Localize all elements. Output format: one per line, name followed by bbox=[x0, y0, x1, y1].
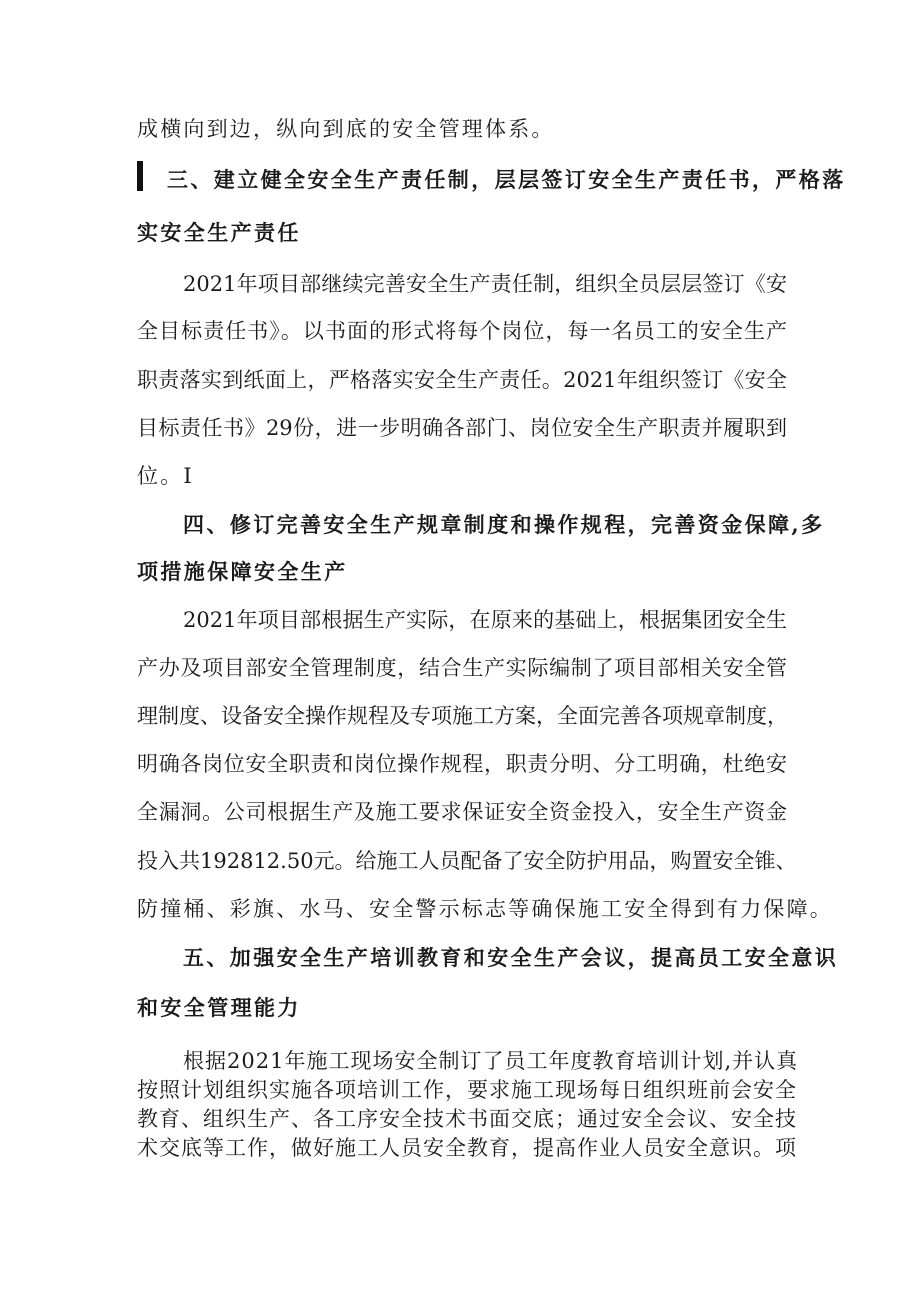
paragraph-line: 产办及项目部安全管理制度，结合生产实际编制了项目部相关安全管 bbox=[137, 656, 787, 680]
paragraph-line: 术交底等工作，做好施工人员安全教育，提高作业人员安全意识。项 bbox=[137, 1136, 797, 1160]
paragraph-line: 全漏洞。公司根据生产及施工要求保证安全资金投入，安全生产资金 bbox=[137, 800, 787, 824]
paragraph-line: 成横向到边，纵向到底的安全管理体系。 bbox=[137, 117, 555, 141]
section-heading-3: 三、建立健全安全生产责任制，层层签订安全生产责任书，严格落 bbox=[167, 167, 846, 192]
paragraph-line: 位。I bbox=[137, 464, 194, 488]
paragraph-line: 根据2021年施工现场安全制订了员工年度教育培训计划,并认真 bbox=[183, 1049, 799, 1073]
section-heading-5-cont: 和安全管理能力 bbox=[137, 995, 301, 1020]
paragraph-line: 目标责任书》29份，进一步明确各部门、岗位安全生产职责并履职到 bbox=[137, 416, 787, 440]
section-heading-3-cont: 实安全生产责任 bbox=[137, 220, 301, 245]
paragraph-line: 2021年项目部根据生产实际，在原来的基础上，根据集团安全生 bbox=[183, 608, 787, 632]
section-heading-4: 四、修订完善安全生产规章制度和操作规程，完善资金保障,多 bbox=[183, 512, 825, 537]
paragraph-line: 按照计划组织实施各项培训工作，要求施工现场每日组织班前会安全 bbox=[137, 1078, 797, 1102]
paragraph-line: 全目标责任书》。以书面的形式将每个岗位，每一名员工的安全生产 bbox=[137, 319, 787, 343]
paragraph-line: 职责落实到纸面上，严格落实安全生产责任。2021年组织签订《安全 bbox=[137, 368, 787, 392]
paragraph-line: 理制度、设备安全操作规程及专项施工方案，全面完善各项规章制度， bbox=[137, 704, 788, 728]
paragraph-line: 明确各岗位安全职责和岗位操作规程，职责分明、分工明确，杜绝安 bbox=[137, 752, 787, 776]
paragraph-line: 防撞桶、彩旗、水马、安全警示标志等确保施工安全得到有力保障。 bbox=[137, 897, 833, 921]
paragraph-line: 投入共192812.50元。给施工人员配备了安全防护用品，购置安全锥、 bbox=[137, 849, 797, 873]
paragraph-line: 教育、组织生产、各工序安全技术书面交底；通过安全会议、安全技 bbox=[137, 1107, 797, 1131]
section-heading-5: 五、加强安全生产培训教育和安全生产会议，提高员工安全意识 bbox=[183, 945, 839, 970]
section-heading-4-cont: 项措施保障安全生产 bbox=[137, 559, 348, 584]
paragraph-line: 2021年项目部继续完善安全生产责任制，组织全员层层签订《安 bbox=[183, 272, 787, 296]
